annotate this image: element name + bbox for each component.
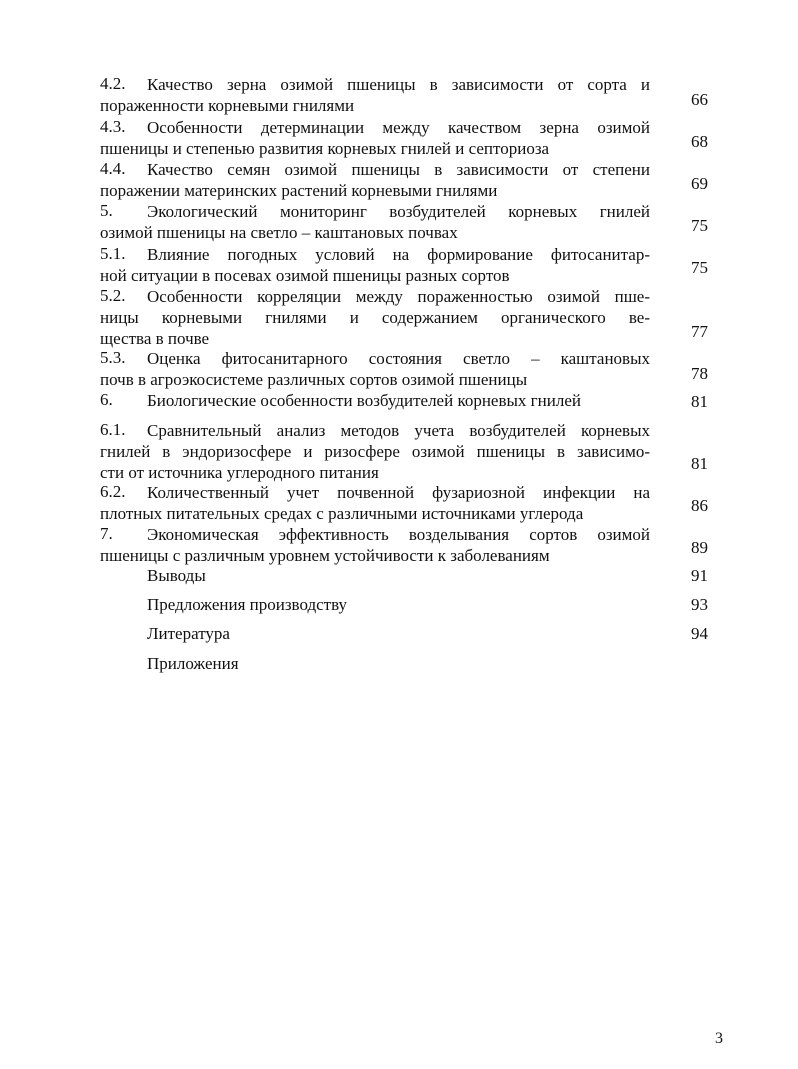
toc-entry-number: 7.	[100, 524, 113, 543]
toc-single-title: Выводы	[147, 566, 206, 585]
toc-entry-title-line: Влияние погодных условий на формирование фитосанитар-	[147, 245, 650, 264]
toc-entry-title	[100, 201, 650, 243]
toc-entry-number: 5.1.	[100, 244, 126, 263]
toc-entry-number: 4.4.	[100, 159, 126, 178]
toc-entry-title-line: пораженности корневыми гнилями	[100, 96, 355, 115]
toc-entry-number: 5.2.	[100, 286, 126, 305]
toc-entry-page: 78	[691, 364, 708, 383]
toc-entry-page: 86	[691, 496, 708, 515]
toc-entry-title-line: Экономическая эффективность возделывания сортов озимой	[147, 525, 650, 544]
toc-entry-number: 6.2.	[100, 482, 126, 501]
toc-entry	[100, 117, 708, 163]
toc-entry-title-line: Биологические особенности возбудителей корневых гнилей	[147, 391, 581, 410]
toc-single-page: 93	[691, 595, 708, 614]
toc-entry	[100, 420, 708, 487]
toc-entry-title	[100, 286, 650, 349]
toc-entry-title	[100, 482, 650, 524]
toc-single-title: Литература	[147, 624, 230, 643]
toc-entry-title-line: пшеницы с различным уровнем устойчивости к заболеваниям	[100, 546, 550, 565]
toc-entry-number: 6.	[100, 390, 113, 409]
toc-entry	[100, 482, 708, 528]
toc-entry-title	[100, 117, 650, 159]
toc-entry-title	[100, 348, 650, 390]
toc-entry-title-line: щества в почве	[100, 329, 210, 348]
toc-entry-title	[100, 244, 650, 286]
toc-entry-page: 75	[691, 258, 708, 277]
toc-entry-title	[100, 390, 650, 411]
toc-entry-title	[100, 74, 650, 116]
toc-entry-title-line: озимой пшеницы на светло – каштановых почвах	[100, 223, 458, 242]
toc-entry-title-line: ницы корневыми гнилями и содержанием органического ве-	[100, 308, 650, 327]
toc-entry	[100, 74, 708, 120]
toc-entry-number: 4.3.	[100, 117, 126, 136]
toc-entry-page: 75	[691, 216, 708, 235]
toc-entry-title-line: Оценка фитосанитарного состояния светло – каштановых	[147, 349, 650, 368]
toc-entry-title-line: Количественный учет почвенной фузариозной инфекции на	[147, 483, 650, 502]
toc-entry-title-line: Сравнительный анализ методов учета возбудителей корневых	[147, 421, 650, 440]
toc-entry	[100, 201, 708, 247]
toc-entry-title	[100, 420, 650, 483]
toc-entry-title-line: сти от источника углеродного питания	[100, 463, 379, 482]
toc-entry-title-line: гнилей в эндоризосфере и ризосфере озимой пшеницы в зависимо-	[100, 442, 650, 461]
toc-entry-page: 69	[691, 174, 708, 193]
toc-single-page: 91	[691, 566, 708, 585]
toc-entry	[100, 159, 708, 205]
toc-entry	[100, 524, 708, 570]
toc-entry-title-line: Качество семян озимой пшеницы в зависимости от степени	[147, 160, 650, 179]
toc-entry-number: 4.2.	[100, 74, 126, 93]
toc-entry-number: 5.3.	[100, 348, 126, 367]
toc-entry-page: 77	[691, 322, 708, 341]
toc-entry-title-line: ной ситуации в посевах озимой пшеницы разных сортов	[100, 266, 510, 285]
toc-entry-title-line: почв в агроэкосистеме различных сортов озимой пшеницы	[100, 370, 528, 389]
toc-entry-page: 81	[691, 454, 708, 473]
toc-entry-title-line: Экологический мониторинг возбудителей корневых гнилей	[147, 202, 650, 221]
toc-entry-page: 81	[691, 392, 708, 411]
toc-entry-title	[100, 524, 650, 566]
toc-single-title: Предложения производству	[147, 595, 348, 614]
toc-entry	[100, 286, 708, 353]
toc-entry-title-line: поражении материнских растений корневыми гнилями	[100, 181, 498, 200]
toc-entry-title-line: пшеницы и степенью развития корневых гнилей и септориоза	[100, 139, 550, 158]
toc-entry-page: 89	[691, 538, 708, 557]
page-number: 3	[715, 1030, 723, 1047]
toc-entry-title	[100, 159, 650, 201]
toc-entry-page: 68	[691, 132, 708, 151]
toc-entry-number: 6.1.	[100, 420, 126, 439]
toc-entry-title-line: Особенности детерминации между качеством зерна озимой	[147, 118, 650, 137]
toc-entry	[100, 348, 708, 394]
toc-entry-title-line: плотных питательных средах с различными источниками углерода	[100, 504, 584, 523]
toc-entry	[100, 390, 708, 415]
toc-entry	[100, 244, 708, 290]
toc-single-page: 94	[691, 624, 708, 643]
toc-single-title: Приложения	[147, 654, 239, 673]
toc-entry-title-line: Особенности корреляции между пораженностью озимой пше-	[147, 287, 650, 306]
toc-entry-number: 5.	[100, 201, 113, 220]
toc-entry-title-line: Качество зерна озимой пшеницы в зависимости от сорта и	[147, 75, 650, 94]
toc-entry-page: 66	[691, 90, 708, 109]
